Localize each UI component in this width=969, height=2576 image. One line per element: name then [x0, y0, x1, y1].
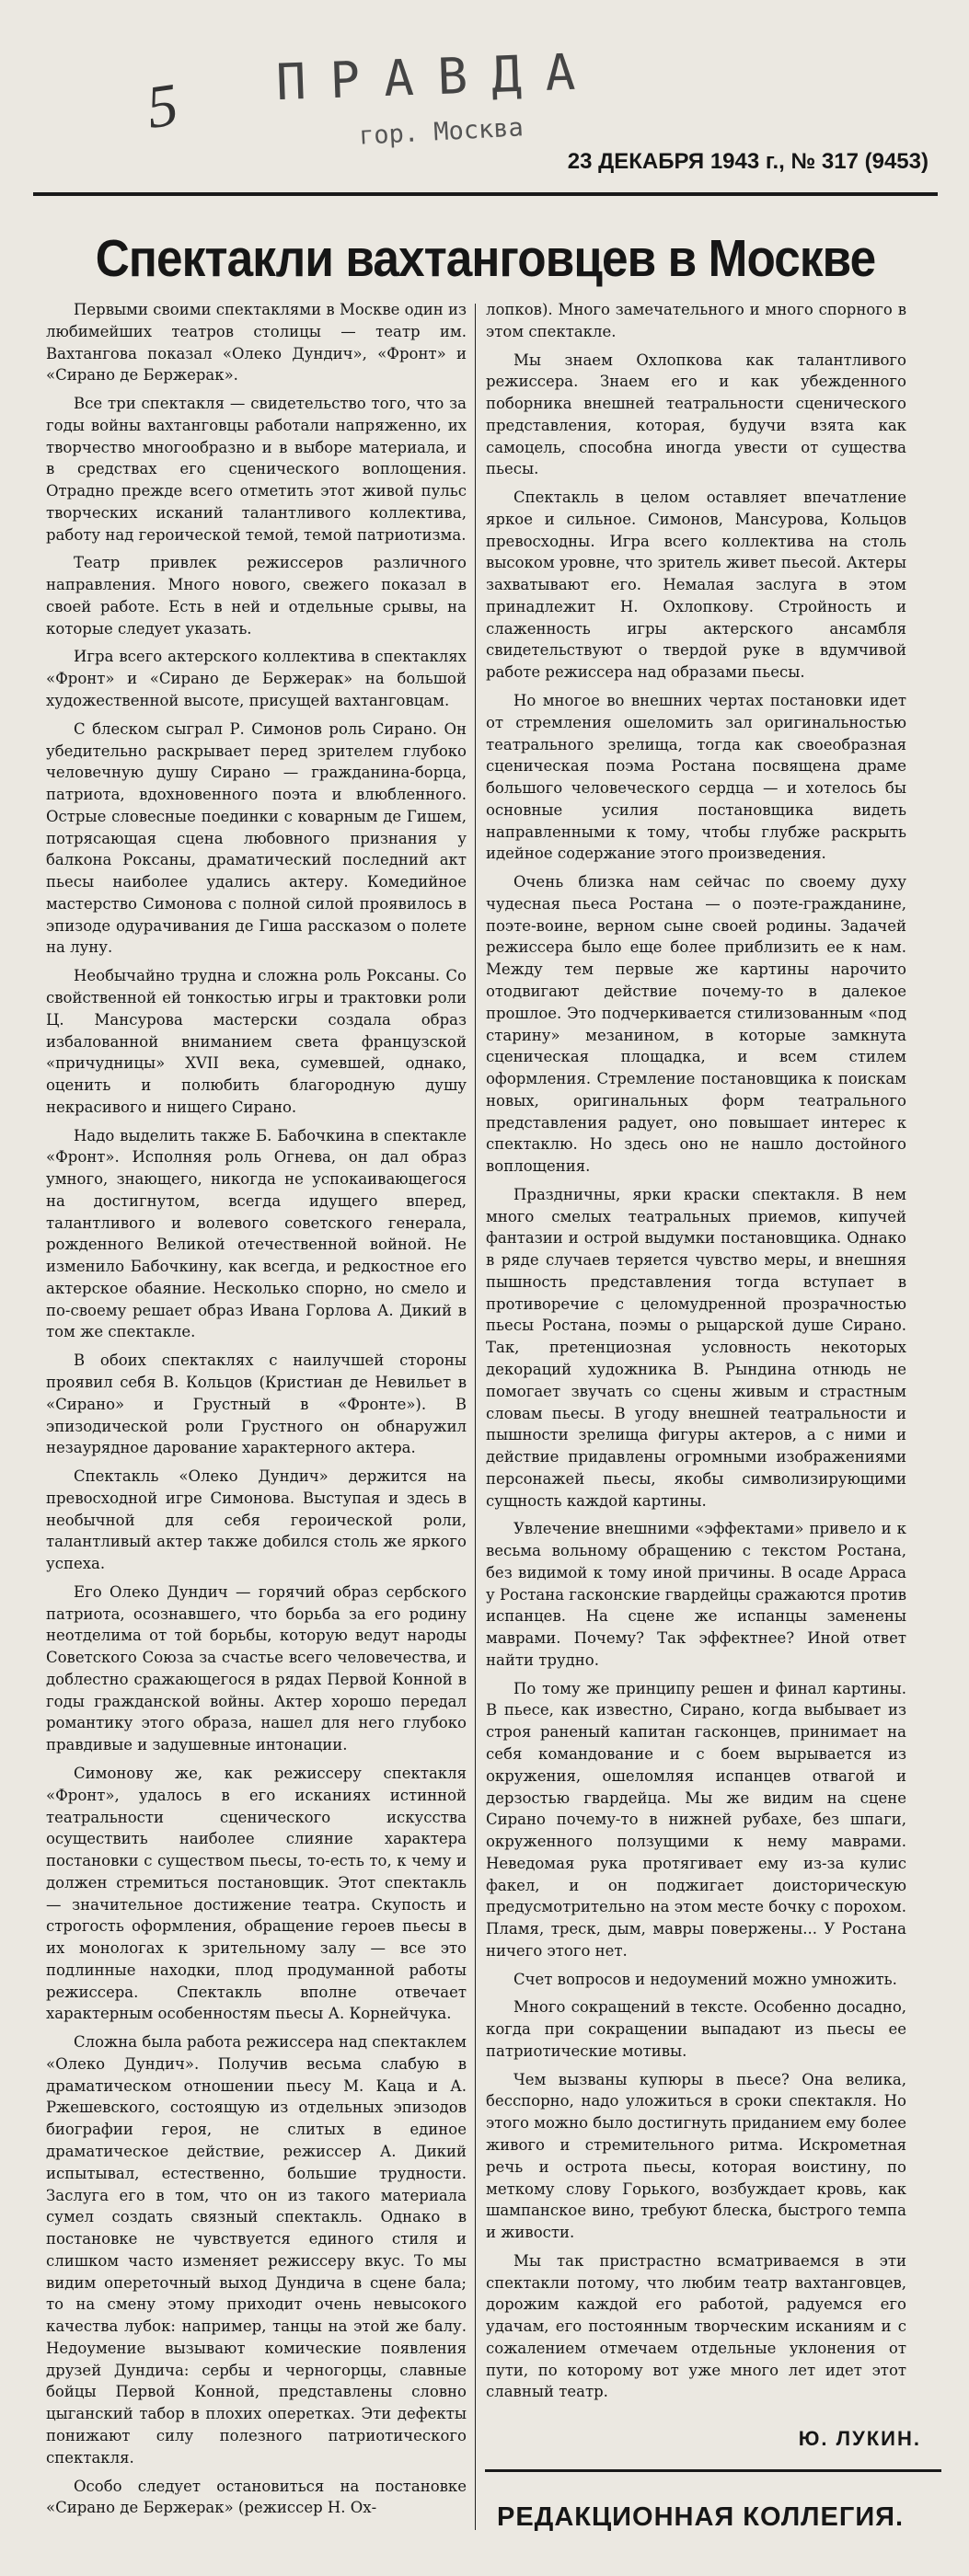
paragraph: Мы знаем Охлопкова как талантливого режиссера. Знаем его и как убежденного поборника внешней театральности сценического представления, которая, будучи взята как самоцель, способна иногда увести от существа пьесы.	[486, 351, 906, 478]
column-divider	[475, 304, 476, 2530]
paragraph: Увлечение внешними «эффектами» привело и к весьма вольному обращению с текстом Ростана, без видимой к тому иной причины. В осаде Арраса у Ростана гасконские гвардейцы сражаются против испанцев. На сцене же испанцы заменены маврами. Почему? Так эффектнее? Иной ответ найти трудно.	[486, 1520, 906, 1669]
archive-stamp-city: гор. Москва	[358, 113, 525, 151]
paragraph: Симонову же, как режиссеру спектакля «Фронт», удалось в его исканиях истинной театральности сценического искусства осуществить наиболее слияние характера постановки с существом пьесы, то-есть то, к чему и должен стремиться постановщик. Этот спектакль — значительное достижение театра. Скупость и строгость оформления, обращение героев пьесы в их монологах к зрительному залу — все это подлинные находки, плод продуманной работы режиссера. Спектакль вполне отвечает характерным особенностям пьесы А. Корнейчука.	[46, 1765, 467, 2023]
paragraph: Но многое во внешних чертах постановки идет от стремления ошеломить зал оригинальностью театрального зрелища, тогда как своеобразная сценическая поэма Ростана посвящена драме большого человеческого сердца — и хотелось бы основные усилия постановщика видеть направленными к тому, чтобы глубже раскрыть идейное содержание этого произведения.	[486, 692, 906, 863]
top-rule	[33, 192, 938, 196]
paragraph-continued: лопков). Много замечательного и много спорного в этом спектакле.	[486, 301, 906, 340]
paragraph: Театр привлек режиссеров различного направления. Много нового, свежего показал в своей работе. Есть в ней и отдельные срывы, на которые следует указать.	[46, 554, 467, 638]
paragraph: Первыми своими спектаклями в Москве один из любимейших театров столицы — театр им. Вахтангова показал «Олеко Дундич», «Фронт» и «Сирано де Бержерак».	[46, 301, 467, 385]
paragraph: Сложна была работа режиссера над спектаклем «Олеко Дундич». Получив весьма слабую в драматическом отношении пьесу М. Каца и А. Ржешевского, состоящую из отдельных эпизодов биографии героя, не слитых в единое драматическое действие, режиссер А. Дикий испытывал, естественно, большие трудности. Заслуга его в том, что он из такого материала сумел создать связный спектакль. Однако в постановке не чувствуется единого стиля и слишком часто изменяет режиссеру вкус. То мы видим опереточный выход Дундича в сцене бала; то на смену этому приходит очень невысокого качества лубок: например, танцы на этой же балу. Недоумение вызывают комические появления друзей Дундича: сербы и черногорцы, славные бойцы Первой Конной, представлены словно цыганский табор в плохих оперетках. Эти дефекты понижают силу полезного патриотического спектакля.	[46, 2033, 467, 2467]
paragraph: Необычайно трудна и сложна роль Роксаны. Со свойственной ей тонкостью игры и трактовки роли Ц. Мансурова мастерски создала образ избалованной вниманием света французской «причудницы» XVII века, сумевшей, однако, оценить и полюбить благородную душу некрасивого и нищего Сирано.	[46, 967, 467, 1116]
paragraph: С блеском сыграл Р. Симонов роль Сирано. Он убедительно раскрывает перед зрителем глубоко человечную душу Сирано — гражданина-борца, патриота, вдохновенного поэта и влюбленного. Острые словесные поединки с коварным де Гишем, потрясающая сцена любовного признания у балкона Роксаны, драматический последний акт пьесы наиболее удались актеру. Комедийное мастерство Симонова с полной силой проявилось в эпизоде одурачивания де Гиша рассказом о полете на луну.	[46, 719, 467, 957]
paragraph: В обоих спектаклях с наилучшей стороны проявил себя В. Кольцов (Кристиан де Невильет в «Сирано» и Грустный в «Фронте»). В эпизодической роли Грустного он обнаружил незаурядное дарование характерного актера.	[46, 1351, 467, 1457]
paragraph: По тому же принципу решен и финал картины. В пьесе, как известно, Сирано, когда выбывает из строя раненый капитан гасконцев, принимает на себя командование и с боем вырывается из окружения, ошеломляя испанцев отвагой и дерзостью гвардейца. Мы же видим на сцене Сирано почему-то в нижней рубахе, без шпаги, окруженного ползущими к нему маврами. Неведомая рука протягивает ему из-за кулис факел, и он поджигает доисторическую предусмотрительно на этом месте бочку с порохом. Пламя, треск, дым, мавры повержены... У Ростана ничего этого нет.	[486, 1679, 906, 1960]
paragraph: Особо следует остановиться на постановке «Сирано де Бержерак» (режиссер Н. Ох-	[46, 2477, 467, 2517]
paragraph: Игра всего актерского коллектива в спектаклях «Фронт» и «Сирано де Бержерак» на большой художественной высоте, присущей вахтанговцам.	[46, 648, 467, 710]
paragraph: Его Олеко Дундич — горячий образ сербского патриота, осознавшего, что борьба за его родину неотделима от той борьбы, которую ведут народы Советского Союза за счастье всего человечества, и доблестно сражающегося в рядах Первой Конной в годы гражданской войны. Актер хорошо передал романтику этого образа, нашел для него глубоко правдивые и задушевные интонации.	[46, 1582, 467, 1754]
archive-stamp-title: ПРАВДА	[275, 41, 601, 112]
issue-dateline: 23 ДЕКАБРЯ 1943 г., № 317 (9453)	[567, 149, 929, 174]
paragraph: Спектакль «Олеко Дундич» держится на превосходной игре Симонова. Выступая и здесь в необычной для себя героической роли, талантливый актер также добился столь же яркого успеха.	[46, 1467, 467, 1573]
paragraph: Надо выделить также Б. Бабочкина в спектакле «Фронт». Исполняя роль Огнева, он дал образ умного, знающего, никогда не успокаивающегося на достигнутом, всегда идущего вперед, талантливого и волевого советского генерала, рожденного Великой отечественной войной. Не изменило Бабочкину, как всегда, и редкостное его актерское обаяние. Несколько спорно, но смело и по-своему решает образ Ивана Горлова А. Дикий в том же спектакле.	[46, 1126, 467, 1341]
paragraph: Спектакль в целом оставляет впечатление яркое и сильное. Симонов, Мансурова, Кольцов превосходны. Игра всего коллектива на столь высоком уровне, что зритель живет пьесой. Актеры захватывают его. Немалая заслуга в этом принадлежит Н. Охлопкову. Стройность и слаженность игры актерского ансамбля свидетельствуют о твердой руке в вдумчивой работе режиссера над образами пьесы.	[486, 489, 906, 682]
paragraph: Все три спектакля — свидетельство того, что за годы войны вахтанговцы работали напряженно, их творчество многообразно и в выборе материала, и в средствах его сценического воплощения. Отрадно прежде всего отметить этот живой пульс творческих исканий талантливого коллектива, работу над героической темой, темой патриотизма.	[46, 395, 467, 544]
author-signature: Ю. ЛУКИН.	[798, 2427, 921, 2450]
bottom-rule	[485, 2469, 941, 2472]
paragraph: Мы так пристрастно всматриваемся в эти спектакли потому, что любим театр вахтанговцев, дорожим каждой его работой, радуемся его удачам, его постоянным творческим исканиям и с сожалением отмечаем отдельные уклонения от пути, по которому вот уже много лет идет этот славный театр.	[486, 2251, 906, 2401]
paragraph: Очень близка нам сейчас по своему духу чудесная пьеса Ростана — о поэте-гражданине, поэте-воине, верном сыне своей родины. Задачей режиссера было еще более приблизить ее к нам. Между тем первые же картины нарочито отодвигают действие почему-то в далекое прошлое. Это подчеркивается стилизованным «под старину» мезанином, в которые замкнута сценическая площадка, и всем стилем оформления. Стремление постановщика к поискам новых, оригинальных форм театрального представления радует, оно повышает интерес к спектаклю. Но здесь оно не нашло достойного воплощения.	[486, 873, 906, 1176]
paragraph: Счет вопросов и недоумений можно умножить.	[513, 1970, 897, 1988]
article-headline: Спектакли вахтанговцев в Москве	[95, 229, 876, 288]
paragraph: Много сокращений в тексте. Особенно досадно, когда при сокращении выпадают из пьесы ее патриотические мотивы.	[486, 1998, 906, 2060]
paragraph: Чем вызваны купюры в пьесе? Она велика, бесспорно, надо уложиться в сроки спектакля. Но этого можно было достигнуть приданием ему более живого и стремительного ритма. Искрометная речь и острота пьесы, которая воистину, по меткому слову Горького, возбуждает кровь, как шампанское вино, требуют блеска, быстрого темпа и живости.	[486, 2070, 906, 2242]
left-column	[46, 299, 467, 2567]
paragraph: Праздничны, ярки краски спектакля. В нем много смелых театральных приемов, кипучей фантазии и острой выдумки постановщика. Однако в ряде случаев теряется чувство меры, и внешняя пышность представления тогда вступает в противоречие с целомудренной прозрачностью пьесы Ростана, поэмы о рыцарской душе Сирано. Так, претенциозная условность некоторых декораций художника В. Рындина отнюдь не помогает звучать со сцены живым и страстным словам пьесы. В угоду внешней театральности и пышности зрелища фигуры актеров, а с ними и действие придавлены огромными изображениями персонажей пьесы, якобы символизирующими сущность каждой картины.	[486, 1185, 906, 1510]
editorial-board-signoff: РЕДАКЦИОННАЯ КОЛЛЕГИЯ.	[497, 2502, 905, 2532]
archive-page-number: 5	[143, 71, 182, 142]
right-column	[486, 299, 906, 2415]
